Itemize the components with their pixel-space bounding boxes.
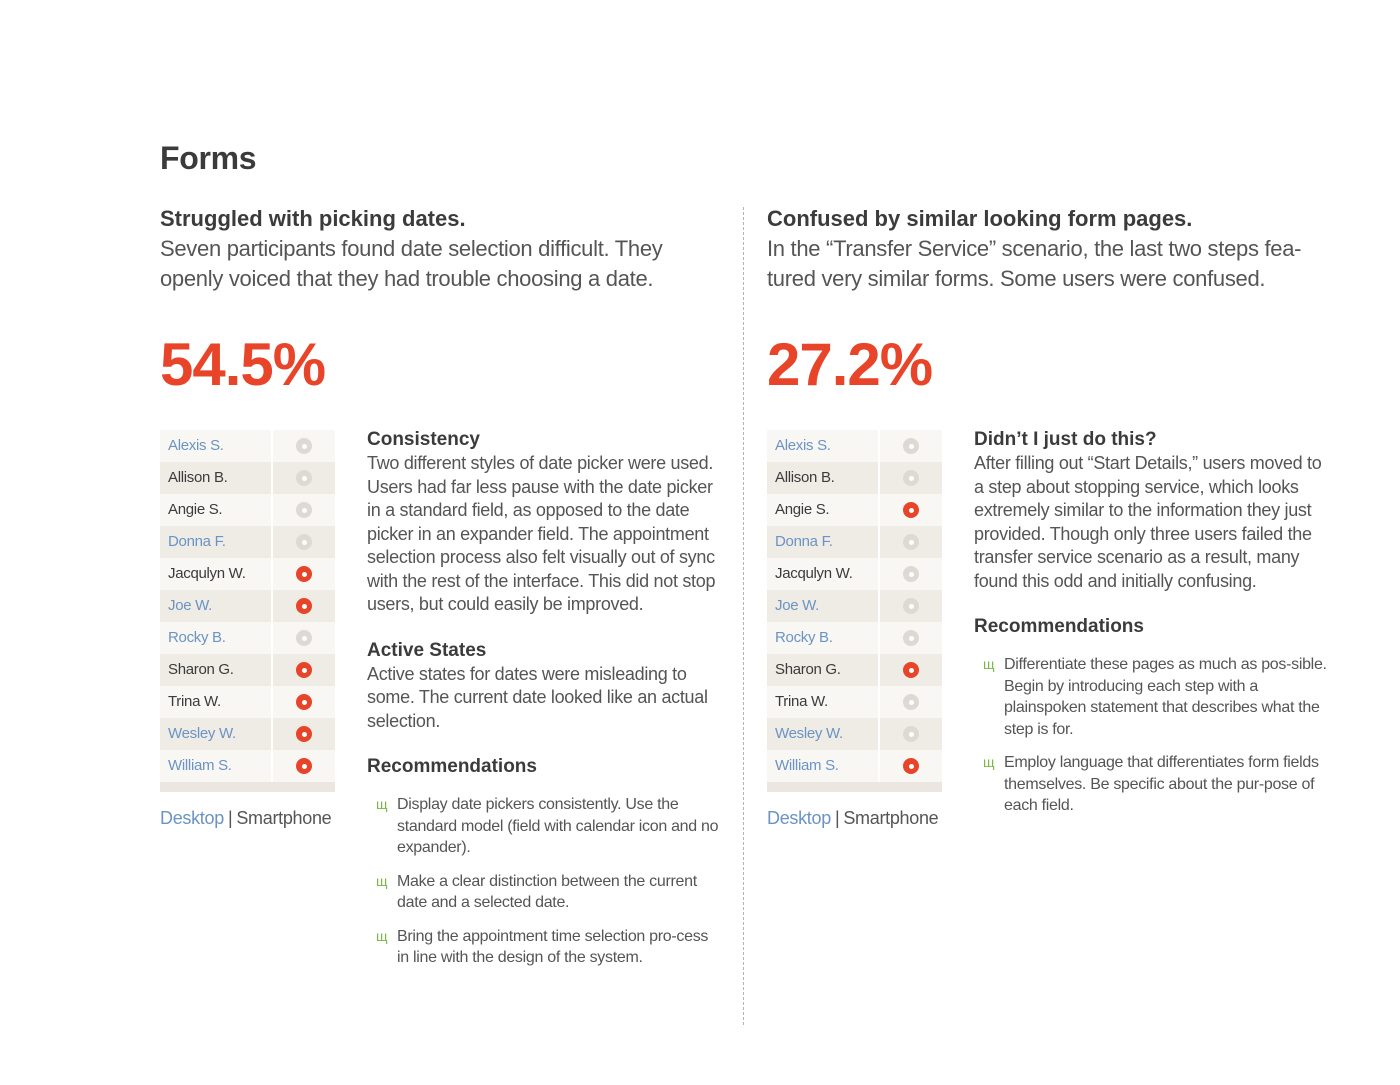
participant-row	[160, 590, 335, 622]
finding-headline: Confused by similar looking form pages.	[767, 206, 1193, 231]
participant-name[interactable]: Rocky B.	[775, 629, 833, 646]
desktop-link[interactable]: Desktop	[767, 808, 831, 828]
status-dot-icon	[903, 470, 919, 486]
status-dot-icon	[296, 726, 312, 742]
page-title: Forms	[160, 140, 257, 176]
recommendation-text: Make a clear distinction between the current date and a selected date.	[397, 872, 697, 911]
status-dot-icon	[296, 470, 312, 486]
status-dot-icon	[903, 694, 919, 710]
list-item	[974, 654, 1329, 740]
participant-name[interactable]: William S.	[168, 757, 232, 774]
recommendation-text: Differentiate these pages as much as pos-sible. Begin by introducing each step with a plainspoken statement that describes what the step is for.	[1004, 656, 1327, 738]
finding-intro: In the “Transfer Service” scenario, the last two steps fea-tured very similar forms. Some users were confused.	[767, 236, 1302, 291]
status-dot-icon	[296, 694, 312, 710]
section-heading: Consistency	[367, 429, 480, 450]
failure-rate-stat: 54.5%	[160, 331, 326, 398]
platform-separator: |	[227, 808, 233, 828]
participant-name[interactable]: Alexis S.	[168, 437, 224, 454]
status-dot-icon	[296, 566, 312, 582]
section-body: Two different styles of date picker were used. Users had far less pause with the date picker in a standard field, as opposed to the date picker in an expander field. The appointment selection process also felt visually out of sync with the rest of the interface. This did not stop users, but could easily be improved.	[367, 453, 716, 614]
participant-row	[160, 654, 335, 686]
list-item	[367, 794, 722, 859]
participant-name[interactable]: William S.	[775, 757, 839, 774]
participant-row	[160, 622, 335, 654]
participant-row	[160, 686, 335, 718]
participant-row	[767, 686, 942, 718]
status-dot-icon	[296, 598, 312, 614]
participant-row	[767, 718, 942, 750]
participant-row	[767, 622, 942, 654]
participant-name[interactable]: Donna F.	[168, 533, 226, 550]
status-dot-icon	[903, 534, 919, 550]
list-item	[367, 871, 722, 914]
participant-row	[767, 430, 942, 462]
participant-row	[767, 750, 942, 782]
participant-row	[767, 526, 942, 558]
finding-headline: Struggled with picking dates.	[160, 206, 466, 231]
recommendations-heading: Recommendations	[367, 756, 537, 777]
status-dot-icon	[903, 630, 919, 646]
platform-separator: |	[834, 808, 840, 828]
status-dot-icon	[903, 662, 919, 678]
participant-name: Allison B.	[168, 469, 228, 486]
recommendations-list	[974, 654, 1329, 817]
status-dot-icon	[296, 534, 312, 550]
platform-toggle	[160, 808, 331, 829]
participant-name: Angie S.	[168, 501, 223, 518]
participant-name: Trina W.	[168, 693, 221, 710]
bullet-icon: щ	[983, 754, 995, 770]
finding-column-right	[767, 204, 1332, 828]
participant-table	[160, 430, 335, 792]
recommendation-text: Display date pickers consistently. Use the standard model (field with calendar icon and no expander).	[397, 796, 719, 856]
column-divider	[743, 207, 744, 1025]
participant-name: Sharon G.	[775, 661, 841, 678]
bullet-icon: щ	[376, 796, 388, 812]
recommendation-text: Bring the appointment time selection pro-cess in line with the design of the system.	[397, 927, 709, 966]
participant-row	[160, 750, 335, 782]
participant-row	[160, 718, 335, 750]
participant-row	[160, 462, 335, 494]
participant-name[interactable]: Donna F.	[775, 533, 833, 550]
participant-table	[767, 430, 942, 792]
status-dot-icon	[296, 662, 312, 678]
section-heading: Didn’t I just do this?	[974, 429, 1157, 450]
status-dot-icon	[296, 502, 312, 518]
smartphone-link[interactable]: Smartphone	[236, 808, 332, 828]
desktop-link[interactable]: Desktop	[160, 808, 224, 828]
bullet-icon: щ	[376, 872, 388, 889]
participant-row	[160, 430, 335, 462]
status-dot-icon	[296, 438, 312, 454]
finding-column-left	[160, 204, 725, 966]
participant-row	[767, 590, 942, 622]
recommendations-list	[367, 794, 722, 969]
list-item	[974, 752, 1329, 817]
participant-name[interactable]: Joe W.	[775, 597, 820, 614]
status-dot-icon	[296, 630, 312, 646]
finding-intro: Seven participants found date selection difficult. They openly voiced that they had trouble choosing a date.	[160, 236, 663, 291]
bullet-icon: щ	[983, 656, 995, 672]
participant-row	[160, 494, 335, 526]
failure-rate-stat: 27.2%	[767, 331, 933, 398]
participant-row	[160, 526, 335, 558]
participant-name: Allison B.	[775, 469, 835, 486]
section-body: After filling out “Start Details,” users moved to a step about stopping service, which looks extremely similar to the information they just provided. Though only three users failed the transfer service scenario as a result, many found this odd and initially confusing.	[974, 453, 1322, 591]
participant-row	[767, 494, 942, 526]
participant-name: Sharon G.	[168, 661, 234, 678]
participant-name[interactable]: Alexis S.	[775, 437, 831, 454]
status-dot-icon	[903, 726, 919, 742]
status-dot-icon	[903, 598, 919, 614]
platform-toggle	[767, 808, 938, 829]
section-heading: Active States	[367, 639, 487, 661]
status-dot-icon	[903, 758, 919, 774]
finding-details	[974, 428, 1329, 829]
participant-name[interactable]: Rocky B.	[168, 629, 226, 646]
participant-row	[767, 654, 942, 686]
participant-name: Jacqulyn W.	[168, 565, 246, 582]
finding-details	[367, 428, 722, 981]
status-dot-icon	[903, 438, 919, 454]
status-dot-icon	[903, 566, 919, 582]
participant-row	[767, 462, 942, 494]
smartphone-link[interactable]: Smartphone	[843, 808, 939, 828]
participant-name[interactable]: Joe W.	[168, 597, 213, 614]
bullet-icon: щ	[376, 927, 388, 944]
participant-name: Trina W.	[775, 693, 828, 710]
participant-name[interactable]: Wesley W.	[775, 725, 843, 742]
participant-name: Angie S.	[775, 501, 830, 518]
status-dot-icon	[296, 758, 312, 774]
status-dot-icon	[903, 502, 919, 518]
participant-name: Jacqulyn W.	[775, 565, 853, 582]
list-item	[367, 926, 722, 969]
recommendation-text: Employ language that differentiates form fields themselves. Be specific about the pur-pose of each field.	[1004, 754, 1319, 814]
participant-name[interactable]: Wesley W.	[168, 725, 236, 742]
section-body: Active states for dates were misleading to some. The current date looked like an actual selection.	[367, 663, 708, 731]
participant-row	[160, 558, 335, 590]
participant-row	[767, 558, 942, 590]
recommendations-heading: Recommendations	[974, 616, 1144, 637]
